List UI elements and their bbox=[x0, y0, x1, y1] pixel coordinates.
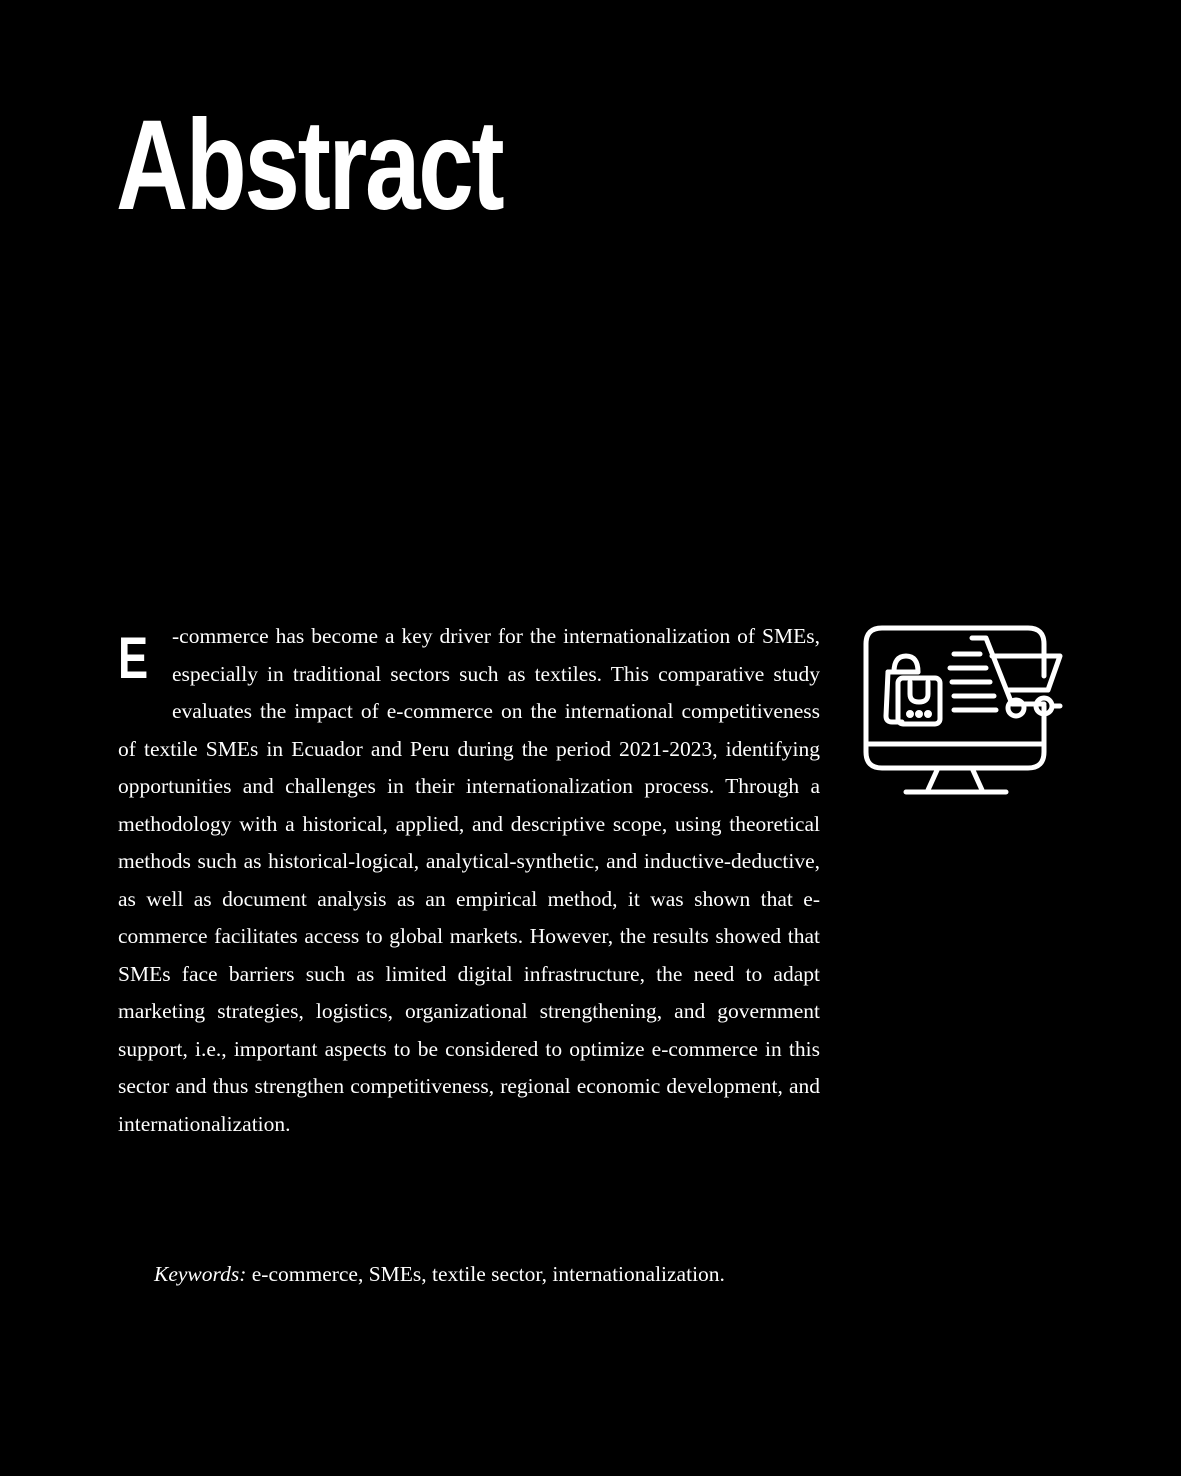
keywords-label: Keywords: bbox=[154, 1262, 247, 1286]
keywords bbox=[118, 1256, 820, 1294]
abstract-text bbox=[118, 618, 820, 1143]
online-shopping-monitor-icon bbox=[862, 624, 1064, 798]
abstract-body-text: -commerce has become a key driver for the internationalization of SMEs, especially in traditional sectors such as textiles. This comparative study evaluates the impact of e-commerce on the international competitiveness of textile SMEs in Ecuador and Peru during the period 2021-2023, identifying opportunities and challenges in their internationalization process. Through a methodology with a historical, applied, and descriptive scope, using theoretical methods such as historical-logical, analytical-synthetic, and inductive-deductive, as well as document analysis as an empirical method, it was shown that e-commerce facilitates access to global markets. However, the results showed that SMEs face barriers such as limited digital infrastructure, the need to adapt marketing strategies, logistics, organizational strengthening, and government support, i.e., important aspects to be considered to optimize e-commerce in this sector and thus strengthen competitiveness, regional economic development, and internationalization. bbox=[118, 624, 820, 1136]
keywords-text: e-commerce, SMEs, textile sector, internationalization. bbox=[251, 1262, 725, 1286]
page-title: Abstract bbox=[116, 94, 503, 237]
drop-cap: E bbox=[118, 626, 149, 691]
